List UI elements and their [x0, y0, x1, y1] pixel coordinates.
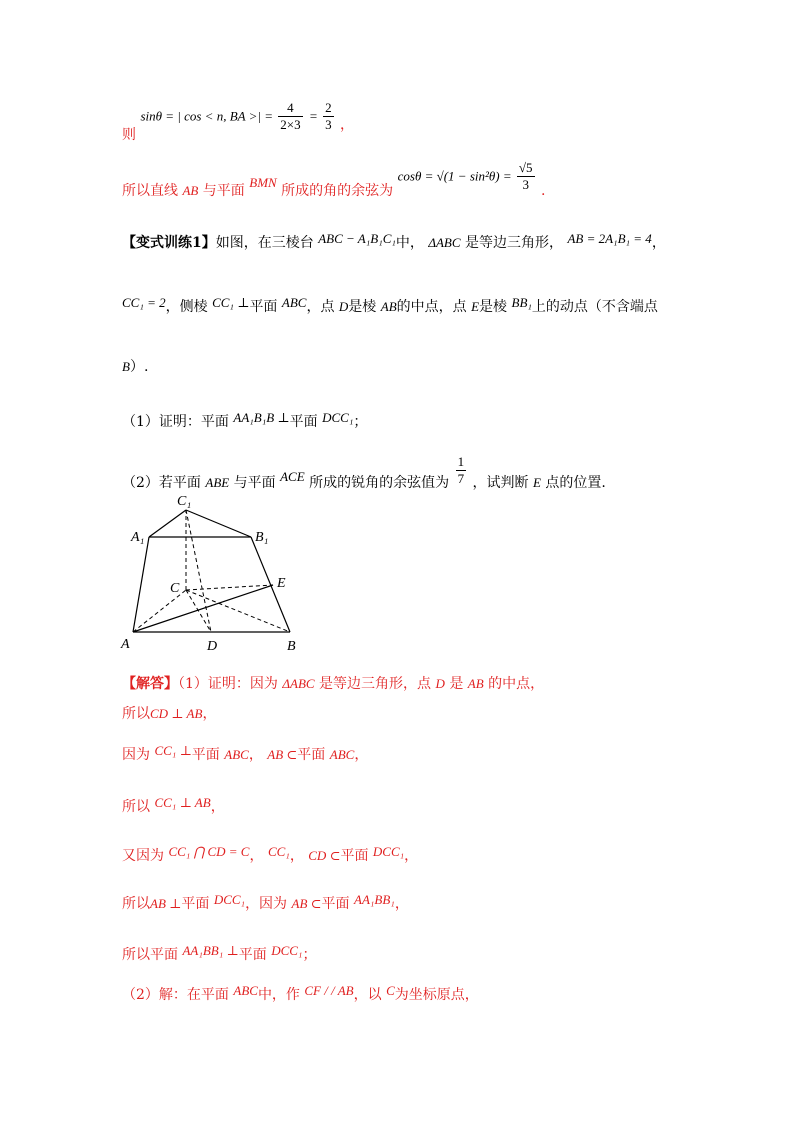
s3-m2: ABC: [224, 747, 249, 762]
s1-d: 的中点，: [488, 676, 545, 692]
s3-c: ，: [248, 747, 263, 763]
edge-A-A1: [133, 537, 149, 632]
s5-e: ，: [404, 848, 419, 864]
v-q1-a: （1）证明：平面: [122, 414, 229, 430]
solution-line-1: [122, 674, 544, 694]
s8-d: 为坐标原点，: [394, 987, 479, 1003]
line2-text-c: 所成的角的余弦为: [281, 182, 394, 199]
s2-b: ，: [202, 706, 217, 722]
label-B: B: [287, 639, 296, 654]
line2-ab: AB: [182, 182, 199, 198]
solution-label: 【解答】: [122, 676, 178, 692]
line2-frac-num: √5: [518, 160, 533, 175]
s3-e: ，: [354, 747, 369, 763]
s6-e: ，: [394, 896, 409, 912]
s5-m3: CD ⊂: [308, 848, 341, 863]
variant-label: 【变式训练1】: [122, 235, 216, 251]
s5-a: 又因为: [122, 848, 164, 864]
line1-eq: =: [309, 108, 322, 124]
v-l1-m3: AB = 2A₁B₁ = 4: [567, 231, 652, 246]
s5-m1: CC₁ ⋂ CD = C: [168, 844, 250, 859]
v-q2-b: 与平面: [233, 474, 276, 491]
s6-m4: AA₁BB₁: [354, 892, 395, 907]
v-l3-a: ）.: [129, 359, 149, 375]
v-q1-m1: AA₁B₁B ⊥: [233, 410, 290, 425]
s3-m1: CC₁ ⊥: [154, 743, 192, 758]
v-l2-a: ，侧棱: [165, 299, 208, 315]
v-l2-d: 是棱: [348, 299, 377, 315]
v-q2-d: ，试判断: [472, 474, 529, 491]
line-sin-theta: [122, 100, 355, 143]
v-l1-d: ，: [651, 235, 666, 251]
v-q2-m2: ACE: [280, 468, 305, 484]
v-q2-c: 所成的锐角的余弦值为: [309, 474, 450, 491]
s8-m2: CF / / AB: [304, 983, 354, 998]
v-l2-m6: E: [471, 299, 480, 314]
solution-line-2: [122, 704, 216, 724]
edge-C-E: [186, 585, 273, 590]
line2-frac-den: 3: [522, 177, 529, 192]
s5-m4: DCC₁: [372, 844, 405, 859]
solution-line-6: [122, 894, 409, 914]
s7-b: 平面: [238, 947, 267, 963]
v-q2-fraction: [456, 454, 467, 487]
variant-line-1: [122, 233, 666, 253]
v-q2-a: （2）若平面: [122, 474, 201, 491]
s5-d: 平面: [340, 848, 369, 864]
s2-a: 所以: [122, 706, 150, 722]
variant-q2: [122, 454, 606, 491]
line1-fraction-2: [323, 100, 334, 133]
v-l2-m4: D: [338, 299, 349, 314]
v-l2-g: 上的动点（不含端点: [531, 299, 658, 315]
s8-a: （2）解：在平面: [122, 987, 229, 1003]
variant-line-2: [122, 297, 658, 317]
v-l1-b: 中，: [395, 235, 424, 251]
solution-line-7: [122, 945, 316, 965]
label-D: D: [207, 639, 218, 654]
line2-formula: cosθ = √(1 − sin²θ) =: [397, 168, 515, 184]
solution-line-8: [122, 985, 479, 1005]
edge-A-E: [133, 585, 273, 632]
v-q2-m3: E: [532, 474, 541, 490]
label-A: A: [121, 637, 130, 652]
edge-C-B: [186, 590, 290, 632]
v-l2-m7: BB₁: [511, 295, 532, 310]
edge-C1-B1: [186, 510, 251, 537]
v-l1-m2: ΔABC: [428, 235, 461, 250]
frac1-num: 4: [278, 100, 302, 117]
v-q1-c: ；: [353, 414, 368, 430]
solution-line-4: [122, 797, 225, 817]
s6-a: 所以: [122, 896, 150, 912]
label-B1: B₁: [255, 530, 269, 545]
s8-c: ，以: [353, 987, 382, 1003]
s7-m2: DCC₁: [271, 943, 303, 958]
label-A1: A₁: [131, 530, 145, 545]
s1-a: （1）证明：因为: [178, 676, 278, 692]
v-l2-m5: AB: [380, 299, 397, 314]
line1-suffix: ，: [340, 116, 355, 133]
v-q1-m2: DCC₁: [322, 410, 354, 425]
v-l1-m1: ABC − A₁B₁C₁: [318, 231, 396, 246]
v-q2-num: 1: [457, 454, 465, 469]
s1-m1: ΔABC: [282, 676, 315, 691]
s4-m1: CC₁ ⊥ AB: [154, 795, 211, 810]
v-l3-m1: B: [122, 359, 130, 374]
edge-B-B1: [251, 537, 290, 632]
v-l1-a: 如图，在三棱台: [215, 235, 314, 251]
s5-b: ，: [249, 848, 264, 864]
edge-C-D: [186, 590, 211, 632]
frac2-num: 2: [325, 100, 332, 115]
v-l2-b: 平面: [249, 299, 278, 315]
label-C1: C₁: [177, 494, 192, 509]
s3-d: 平面: [297, 747, 326, 763]
v-q2-den: 7: [457, 471, 465, 486]
s1-c: 是: [449, 676, 464, 692]
line2-suffix: .: [540, 182, 546, 199]
v-l2-f: 是棱: [479, 299, 508, 315]
label-C: C: [170, 581, 180, 596]
v-l2-m2: CC₁ ⊥: [212, 295, 250, 310]
s8-b: 中，作: [257, 987, 300, 1003]
s6-d: 平面: [321, 896, 350, 912]
line2-text-b: 与平面: [202, 182, 245, 199]
s4-b: ，: [210, 799, 225, 815]
line1-fraction-1: [278, 100, 302, 133]
s7-c: ；: [302, 947, 317, 963]
line2-text-a: 所以直线: [122, 182, 178, 199]
edge-C1-D: [186, 510, 211, 632]
edge-A-C: [133, 590, 186, 632]
s7-a: 所以平面: [122, 947, 178, 963]
solution-line-3: [122, 745, 368, 765]
s6-b: 平面: [181, 896, 210, 912]
s1-b: 是等边三角形，点: [319, 676, 432, 692]
line2-bmn: BMN: [249, 174, 277, 190]
s5-c: ，: [289, 848, 304, 864]
v-l2-m3: ABC: [281, 295, 307, 310]
s8-m3: C: [386, 983, 395, 998]
solution-line-5: [122, 846, 418, 866]
s3-m3: AB ⊂: [267, 747, 298, 762]
s6-m2: DCC₁: [213, 892, 246, 907]
v-l1-c: 是等边三角形，: [465, 235, 563, 251]
v-l2-e: 的中点，点: [396, 299, 467, 315]
s4-a: 所以: [122, 799, 150, 815]
s6-c: ，因为: [245, 896, 288, 912]
line2-fraction: [517, 160, 535, 193]
s5-m2: CC₁: [267, 844, 290, 859]
variant-line-3: [122, 357, 148, 377]
label-E: E: [277, 576, 286, 591]
line1-formula: sinθ = | cos < n, BA >| =: [140, 108, 277, 124]
v-l2-c: ，点: [306, 299, 335, 315]
s3-a: 因为: [122, 747, 150, 763]
s2-m1: CD ⊥ AB: [150, 706, 203, 721]
frac1-den: 2×3: [280, 117, 301, 132]
v-q2-e: 点的位置.: [545, 474, 606, 491]
v-q1-b: 平面: [289, 414, 318, 430]
frac2-den: 3: [325, 117, 332, 132]
s8-m1: ABC: [233, 983, 258, 998]
s1-m3: AB: [467, 676, 484, 691]
s3-b: 平面: [191, 747, 220, 763]
variant-q1: [122, 412, 367, 432]
v-q2-m1: ABE: [205, 474, 230, 490]
v-l2-m1: CC₁ = 2: [122, 295, 166, 310]
edge-A1-C1: [149, 510, 186, 537]
line1-prefix: 则: [122, 126, 136, 143]
s3-m4: ABC: [329, 747, 355, 762]
line-cos-theta: [122, 160, 546, 199]
s7-m1: AA₁BB₁ ⊥: [182, 943, 239, 958]
s1-m2: D: [435, 676, 445, 691]
s6-m1: AB ⊥: [150, 896, 182, 911]
s6-m3: AB ⊂: [291, 896, 322, 911]
